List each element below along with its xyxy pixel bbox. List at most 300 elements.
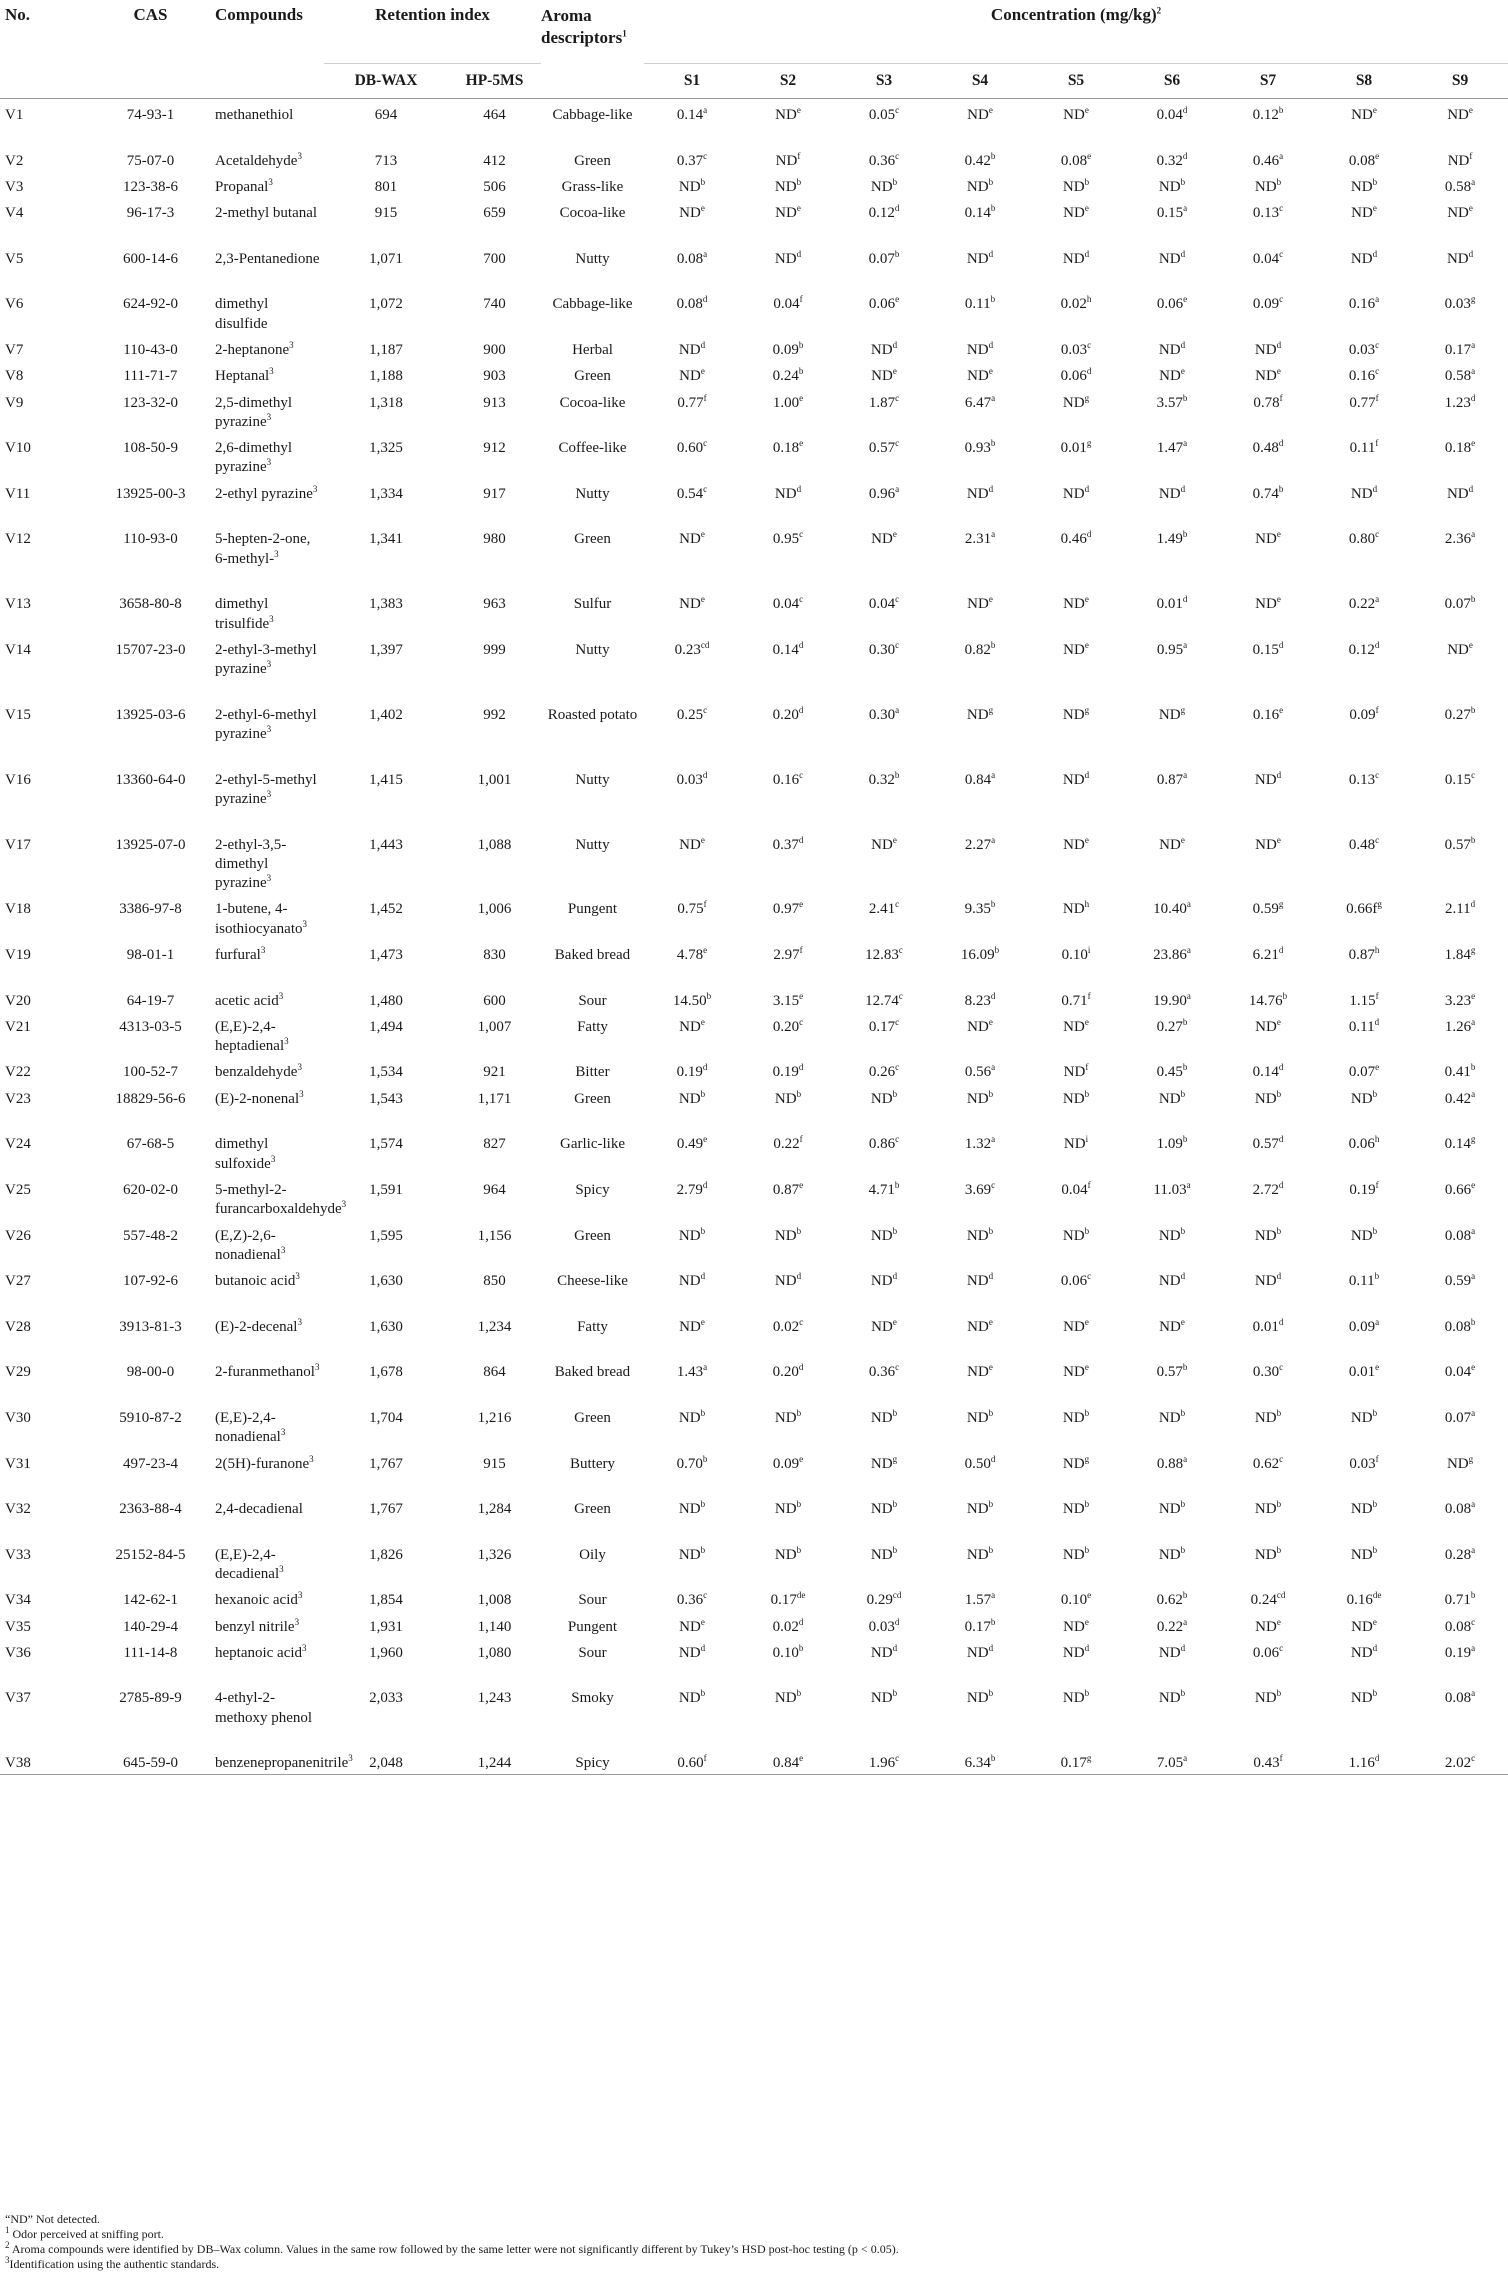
compound-name: 2-methyl butanal xyxy=(215,205,318,222)
significance-letter: c xyxy=(799,1316,804,1327)
concentration-value: ND xyxy=(1158,485,1181,502)
cell-db-wax: 1,534 xyxy=(369,1064,403,1081)
cell-concentration xyxy=(740,432,836,478)
significance-letter: b xyxy=(990,203,996,214)
compound-sup: 3 xyxy=(309,1453,314,1464)
cell-concentration xyxy=(644,243,740,289)
subheader-sample-s2: S2 xyxy=(740,64,836,99)
significance-letter: e xyxy=(796,105,801,115)
subheader-sample-s5: S5 xyxy=(1028,64,1124,99)
significance-letter: b xyxy=(1180,1225,1186,1236)
cell-concentration xyxy=(1028,1011,1124,1057)
cell-concentration xyxy=(932,699,1028,764)
cell-hp-5ms: 917 xyxy=(483,485,506,502)
concentration-value: ND xyxy=(1255,1618,1277,1635)
cell-concentration xyxy=(932,334,1028,360)
cell-concentration xyxy=(740,523,836,588)
concentration-value: 0.03 xyxy=(1060,341,1088,358)
significance-letter: a xyxy=(895,704,900,715)
cell-concentration xyxy=(1124,432,1220,478)
compound-name: Heptanal xyxy=(215,368,270,385)
significance-letter: c xyxy=(895,1062,900,1073)
significance-letter: c xyxy=(895,1362,900,1373)
concentration-value: 0.17 xyxy=(1444,341,1472,358)
significance-letter: c xyxy=(1375,769,1380,780)
cell-concentration xyxy=(836,1265,932,1311)
compound-name: (E,E)-2,4-nonadienal xyxy=(215,1409,281,1446)
concentration-value: 0.62 xyxy=(1252,1455,1280,1472)
cell-compound xyxy=(194,1584,324,1610)
cell-concentration xyxy=(1220,478,1316,524)
concentration-value: 1.84 xyxy=(1444,946,1471,963)
cell-hp-5ms: 980 xyxy=(483,531,506,548)
concentration-value: ND xyxy=(966,1546,989,1563)
cell-concentration xyxy=(1316,145,1412,171)
cell-compound xyxy=(194,1402,324,1448)
significance-letter: b xyxy=(994,944,1000,955)
cell-concentration xyxy=(1316,432,1412,478)
significance-letter: b xyxy=(700,176,706,187)
significance-letter: f xyxy=(1375,1179,1379,1190)
table-row xyxy=(0,1539,1508,1585)
header-aroma-text: Aroma descriptors xyxy=(541,6,623,47)
cell-concentration xyxy=(1412,1220,1508,1266)
significance-letter: e xyxy=(988,1016,993,1027)
cell-cas: 98-00-0 xyxy=(126,1364,175,1381)
concentration-value: ND xyxy=(1062,1090,1085,1107)
concentration-value: ND xyxy=(967,1018,989,1035)
significance-letter: b xyxy=(990,1753,996,1764)
significance-letter: c xyxy=(1375,339,1380,350)
table-row xyxy=(0,634,1508,699)
significance-letter: e xyxy=(700,1016,705,1027)
significance-letter: e xyxy=(1276,1616,1281,1627)
compound-name: furfural xyxy=(215,946,261,963)
cell-concentration xyxy=(1028,1265,1124,1311)
significance-letter: a xyxy=(1471,1642,1476,1653)
concentration-value: ND xyxy=(678,178,701,195)
cell-cas: 620-02-0 xyxy=(123,1181,178,1198)
cell-db-wax: 1,402 xyxy=(369,706,403,723)
significance-letter: d xyxy=(990,990,996,1001)
cell-concentration xyxy=(1220,1539,1316,1585)
significance-letter: c xyxy=(895,392,900,403)
concentration-value: 0.09 xyxy=(772,341,799,358)
concentration-value: 0.84 xyxy=(772,1755,800,1772)
cell-concentration xyxy=(1316,1056,1412,1082)
concentration-value: ND xyxy=(1062,1546,1085,1563)
significance-letter: c xyxy=(799,769,804,780)
cell-no: V19 xyxy=(5,946,31,963)
cell-concentration xyxy=(932,1682,1028,1747)
significance-letter: e xyxy=(1180,834,1185,845)
significance-letter: d xyxy=(1084,248,1090,259)
cell-concentration xyxy=(932,1402,1028,1448)
compound-sup: 3 xyxy=(297,1316,302,1327)
cell-concentration xyxy=(1028,387,1124,433)
cell-no: V9 xyxy=(5,394,24,411)
cell-cas: 98-01-1 xyxy=(126,946,175,963)
significance-letter: a xyxy=(895,483,900,494)
concentration-value: 0.24 xyxy=(1250,1592,1277,1609)
cell-cas: 624-92-0 xyxy=(123,296,178,313)
cell-concentration xyxy=(932,288,1028,334)
concentration-value: 0.18 xyxy=(772,440,800,457)
significance-letter: d xyxy=(1276,769,1282,780)
significance-letter: e xyxy=(703,944,708,955)
compound-sup: 3 xyxy=(270,1153,276,1164)
concentration-value: ND xyxy=(870,1644,893,1661)
concentration-value: 0.14 xyxy=(772,641,799,658)
concentration-value: 0.88 xyxy=(1156,1455,1184,1472)
cell-concentration xyxy=(1316,1584,1412,1610)
cell-hp-5ms: 659 xyxy=(483,205,506,222)
cell-concentration xyxy=(1316,1356,1412,1402)
cell-concentration xyxy=(740,387,836,433)
table-row xyxy=(0,1220,1508,1266)
concentration-value: 0.43 xyxy=(1253,1755,1280,1772)
significance-letter: d xyxy=(988,483,994,494)
cell-concentration xyxy=(932,523,1028,588)
table-row xyxy=(0,145,1508,171)
table-row xyxy=(0,387,1508,433)
concentration-value: ND xyxy=(679,836,701,853)
cell-concentration xyxy=(1124,893,1220,939)
cell-concentration xyxy=(1124,523,1220,588)
cell-compound xyxy=(194,1448,324,1494)
significance-letter: b xyxy=(1276,1544,1282,1555)
significance-letter: a xyxy=(1375,1316,1380,1327)
significance-letter: c xyxy=(1087,339,1092,350)
table-row xyxy=(0,829,1508,894)
significance-letter: g xyxy=(1084,1453,1090,1464)
cell-concentration xyxy=(932,1220,1028,1266)
significance-letter: b xyxy=(1180,1088,1186,1099)
cell-hp-5ms: 1,088 xyxy=(477,836,512,853)
cell-aroma: Grass-like xyxy=(561,178,624,195)
cell-concentration xyxy=(644,1747,740,1774)
significance-letter: e xyxy=(1471,1179,1476,1190)
concentration-value: 0.17 xyxy=(1060,1755,1087,1772)
cell-concentration xyxy=(1412,939,1508,985)
compound-sup: 3 xyxy=(260,944,266,955)
cell-concentration xyxy=(932,634,1028,699)
concentration-value: ND xyxy=(1254,1409,1277,1426)
concentration-value: 0.08 xyxy=(1444,1227,1472,1244)
significance-letter: b xyxy=(700,1688,706,1699)
significance-letter: f xyxy=(799,294,803,305)
cell-concentration xyxy=(1220,288,1316,334)
cell-concentration xyxy=(1028,985,1124,1011)
concentration-value: ND xyxy=(1158,250,1181,267)
cell-cas: 557-48-2 xyxy=(123,1227,178,1244)
concentration-value: 0.82 xyxy=(964,641,991,658)
cell-no: V26 xyxy=(5,1227,31,1244)
significance-letter: d xyxy=(1084,1642,1090,1653)
cell-concentration xyxy=(1124,1311,1220,1357)
cell-concentration xyxy=(1124,1539,1220,1585)
concentration-value: ND xyxy=(1350,178,1373,195)
concentration-value: 0.19 xyxy=(1349,1181,1376,1198)
concentration-value: ND xyxy=(1351,205,1373,222)
cell-compound xyxy=(194,334,324,360)
concentration-value: ND xyxy=(678,1644,701,1661)
cell-db-wax: 1,494 xyxy=(369,1018,403,1035)
significance-letter: e xyxy=(799,1453,804,1464)
significance-letter: de xyxy=(1372,1590,1382,1601)
significance-letter: e xyxy=(1468,639,1473,650)
concentration-value: ND xyxy=(1447,641,1469,658)
compound-name: benzyl nitrile xyxy=(215,1618,295,1635)
cell-concentration xyxy=(932,145,1028,171)
concentration-value: 0.04 xyxy=(1156,107,1183,123)
concentration-value: 0.04 xyxy=(1061,1181,1088,1198)
cell-concentration xyxy=(740,288,836,334)
cell-concentration xyxy=(836,1174,932,1220)
concentration-value: ND xyxy=(1446,485,1469,502)
cell-db-wax: 1,543 xyxy=(369,1090,403,1107)
concentration-value: 0.30 xyxy=(868,706,896,723)
significance-letter: e xyxy=(1087,150,1092,161)
table-row xyxy=(0,1356,1508,1402)
concentration-value: 0.57 xyxy=(1156,1364,1183,1381)
concentration-value: 0.36 xyxy=(676,1592,704,1609)
cell-concentration xyxy=(1028,1539,1124,1585)
compound-sup: 3 xyxy=(280,1427,286,1438)
cell-cas: 75-07-0 xyxy=(126,152,175,169)
concentration-value: 0.56 xyxy=(964,1064,992,1081)
concentration-value: 0.22 xyxy=(1156,1618,1184,1635)
cell-no: V17 xyxy=(5,836,31,853)
significance-letter: f xyxy=(1087,990,1091,1001)
concentration-value: ND xyxy=(1254,1690,1277,1707)
cell-no: V11 xyxy=(5,485,31,502)
concentration-value: 0.74 xyxy=(1252,485,1279,502)
cell-concentration xyxy=(1316,588,1412,634)
cell-concentration xyxy=(644,1083,740,1129)
cell-concentration xyxy=(644,939,740,985)
table-row xyxy=(0,1311,1508,1357)
cell-concentration xyxy=(932,1611,1028,1637)
concentration-value: 0.09 xyxy=(1252,296,1280,313)
significance-letter: h xyxy=(1374,944,1380,955)
cell-cas: 64-19-7 xyxy=(126,992,175,1009)
concentration-value: ND xyxy=(679,531,701,548)
significance-letter: d xyxy=(798,834,804,845)
significance-letter: a xyxy=(1183,438,1188,449)
cell-db-wax: 1,591 xyxy=(369,1181,403,1198)
cell-hp-5ms: 964 xyxy=(483,1181,506,1198)
significance-letter: d xyxy=(700,1642,706,1653)
compound-sup: 3 xyxy=(274,548,279,559)
cell-concentration xyxy=(1124,145,1220,171)
cell-concentration xyxy=(932,1539,1028,1585)
cell-concentration xyxy=(1412,99,1508,145)
cell-concentration xyxy=(740,1584,836,1610)
cell-db-wax: 1,767 xyxy=(369,1455,403,1472)
significance-letter: b xyxy=(1372,1499,1378,1510)
significance-letter: c xyxy=(895,899,900,910)
concentration-value: 0.16 xyxy=(1252,706,1280,723)
significance-letter: a xyxy=(1471,1271,1476,1282)
significance-letter: c xyxy=(703,483,708,494)
concentration-value: ND xyxy=(1063,1136,1086,1153)
cell-db-wax: 1,595 xyxy=(369,1227,403,1244)
concentration-value: ND xyxy=(966,1501,989,1518)
cell-concentration xyxy=(1028,478,1124,524)
concentration-value: 0.58 xyxy=(1444,178,1472,195)
concentration-value: 0.17 xyxy=(964,1618,991,1635)
cell-compound xyxy=(194,634,324,699)
cell-hp-5ms: 999 xyxy=(483,641,506,658)
cell-cas: 645-59-0 xyxy=(107,1747,194,1774)
cell-concentration xyxy=(836,1128,932,1174)
cell-aroma: Garlic-like xyxy=(560,1136,625,1153)
compound-name: 4-ethyl-2-methoxy phenol xyxy=(215,1690,313,1726)
cell-concentration xyxy=(932,387,1028,433)
concentration-value: 0.03 xyxy=(676,771,703,788)
concentration-value: ND xyxy=(1062,178,1085,195)
significance-letter: c xyxy=(898,990,903,1001)
cell-concentration xyxy=(1028,243,1124,289)
cell-concentration xyxy=(1124,1174,1220,1220)
significance-letter: g xyxy=(1086,1753,1092,1764)
significance-letter: b xyxy=(1372,1225,1378,1236)
table-row xyxy=(0,1747,1508,1774)
significance-letter: e xyxy=(700,203,705,214)
cell-hp-5ms: 912 xyxy=(483,440,506,457)
concentration-value: ND xyxy=(774,178,797,195)
significance-letter: h xyxy=(1374,1134,1380,1145)
concentration-value: 0.06 xyxy=(1252,1644,1280,1661)
significance-letter: b xyxy=(1182,529,1188,540)
concentration-value: 0.93 xyxy=(964,440,991,457)
concentration-value: ND xyxy=(1255,531,1277,548)
significance-letter: a xyxy=(1186,990,1191,1001)
concentration-value: ND xyxy=(1158,1090,1181,1107)
concentration-value: 0.13 xyxy=(1348,771,1376,788)
cell-concentration xyxy=(932,1493,1028,1539)
cell-compound xyxy=(194,699,324,764)
significance-letter: b xyxy=(1374,1271,1380,1282)
concentration-value: 0.77 xyxy=(1349,394,1376,411)
cell-concentration xyxy=(740,360,836,386)
cell-cas: 3913-81-3 xyxy=(119,1318,182,1335)
cell-no: V15 xyxy=(5,706,31,723)
concentration-value: ND xyxy=(967,596,989,613)
significance-letter: e xyxy=(1276,834,1281,845)
concentration-value: 0.41 xyxy=(1444,1064,1471,1081)
concentration-value: 0.16 xyxy=(1348,296,1376,313)
cell-concentration xyxy=(1220,1356,1316,1402)
significance-letter: d xyxy=(1470,899,1476,910)
cell-concentration xyxy=(1412,478,1508,524)
concentration-value: ND xyxy=(1062,1455,1085,1472)
significance-letter: c xyxy=(703,438,708,449)
cell-cas: 25152-84-5 xyxy=(115,1546,186,1563)
significance-letter: b xyxy=(1470,1590,1476,1601)
cell-concentration xyxy=(1124,334,1220,360)
significance-letter: b xyxy=(988,1225,994,1236)
concentration-value: ND xyxy=(774,485,797,502)
significance-letter: b xyxy=(1084,1225,1090,1236)
cell-no: V7 xyxy=(5,341,24,358)
significance-letter: e xyxy=(799,899,804,910)
cell-concentration xyxy=(740,1311,836,1357)
concentration-value: 0.57 xyxy=(1252,1136,1279,1153)
cell-db-wax: 1,452 xyxy=(369,901,403,918)
compound-name: 2,4-decadienal xyxy=(215,1501,303,1518)
cell-concentration xyxy=(1124,1011,1220,1057)
concentration-value: 0.04 xyxy=(773,296,800,313)
concentration-value: 0.45 xyxy=(1156,1064,1183,1081)
concentration-value: ND xyxy=(775,152,798,169)
table-row xyxy=(0,588,1508,634)
cell-concentration xyxy=(836,764,932,829)
cell-aroma: Sour xyxy=(578,1592,607,1609)
cell-concentration xyxy=(1412,1265,1508,1311)
significance-letter: d xyxy=(988,339,994,350)
concentration-value: ND xyxy=(774,1227,797,1244)
cell-concentration xyxy=(644,145,740,171)
cell-concentration xyxy=(644,387,740,433)
cell-aroma: Coffee-like xyxy=(558,440,627,457)
table-row xyxy=(0,1128,1508,1174)
cell-no: V35 xyxy=(5,1618,31,1635)
cell-concentration xyxy=(1028,1128,1124,1174)
compound-sup: 3 xyxy=(294,1616,300,1627)
cell-db-wax: 1,334 xyxy=(369,485,403,502)
cell-aroma: Buttery xyxy=(570,1455,615,1472)
significance-letter: d xyxy=(1086,529,1092,540)
cell-concentration xyxy=(1028,145,1124,171)
significance-letter: d xyxy=(1278,1134,1284,1145)
significance-letter: b xyxy=(892,176,898,187)
cell-compound xyxy=(194,1637,324,1683)
cell-concentration xyxy=(1316,1539,1412,1585)
compound-name: Propanal xyxy=(215,178,269,195)
table-row xyxy=(0,288,1508,334)
concentration-value: 0.14 xyxy=(676,107,704,123)
significance-letter: a xyxy=(1186,944,1191,955)
significance-letter: e xyxy=(1372,1616,1377,1627)
significance-letter: b xyxy=(990,899,996,910)
cell-concentration xyxy=(1028,171,1124,197)
concentration-value: 1.15 xyxy=(1349,992,1376,1009)
cell-concentration xyxy=(1220,197,1316,243)
subheader-hp-5ms: HP-5MS xyxy=(448,64,541,99)
cell-concentration xyxy=(1028,1402,1124,1448)
cell-cas: 2785-89-9 xyxy=(119,1690,182,1707)
cell-concentration xyxy=(1028,1682,1124,1747)
cell-compound xyxy=(194,197,324,243)
concentration-value: ND xyxy=(678,1546,701,1563)
significance-letter: b xyxy=(990,150,996,161)
cell-concentration xyxy=(932,1356,1028,1402)
concentration-value: 0.59 xyxy=(1444,1273,1472,1290)
concentration-value: ND xyxy=(679,1318,701,1335)
concentration-value: 0.12 xyxy=(868,205,895,222)
concentration-value: 0.05 xyxy=(868,107,896,123)
significance-letter: b xyxy=(990,438,996,449)
cell-concentration xyxy=(1220,634,1316,699)
cell-concentration xyxy=(932,1311,1028,1357)
compound-name: 2,5-dimethyl pyrazine xyxy=(215,394,293,430)
cell-concentration xyxy=(740,1174,836,1220)
compound-sup: 3 xyxy=(284,1036,289,1047)
cell-db-wax: 1,341 xyxy=(369,531,403,548)
significance-letter: d xyxy=(892,1642,898,1653)
